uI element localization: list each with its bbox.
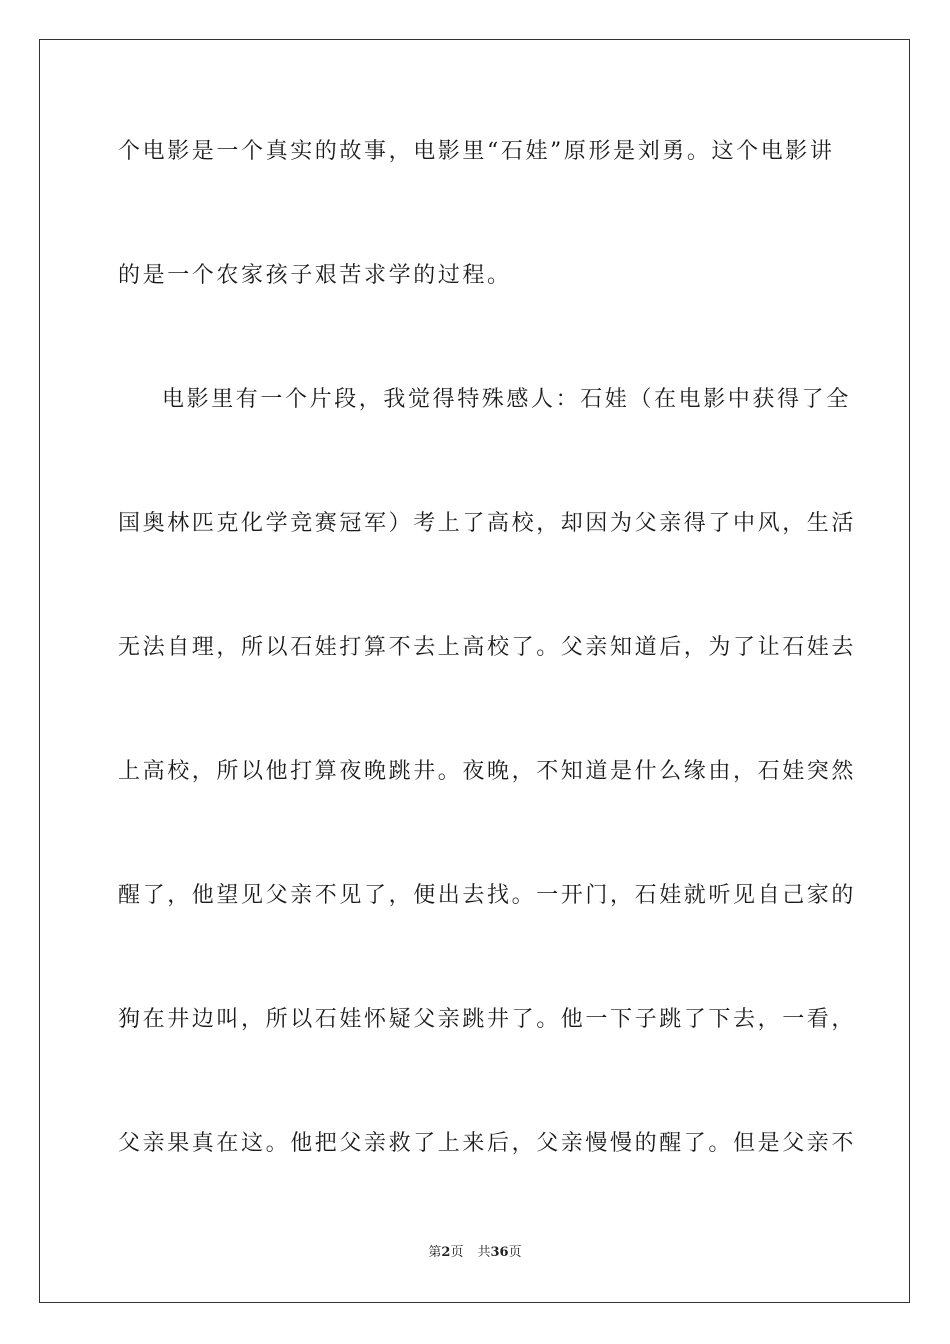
body-line-7: 醒了，他望见父亲不见了，便出去找。一开门，石娃就听见自己家的 xyxy=(118,883,857,908)
total-pages-label: 共36页 xyxy=(477,1245,522,1260)
body-line-5: 无法自理，所以石娃打算不去上高校了。父亲知道后，为了让石娃去 xyxy=(118,635,857,660)
body-line-1: 个电影是一个真实的故事，电影里“石娃”原形是刘勇。这个电影讲 xyxy=(118,139,835,164)
body-line-9: 父亲果真在这。他把父亲救了上来后，父亲慢慢的醒了。但是父亲不 xyxy=(118,1131,857,1156)
page-number-label: 第2页 xyxy=(428,1245,464,1260)
body-line-6: 上高校，所以他打算夜晚跳井。夜晚，不知道是什么缘由，石娃突然 xyxy=(118,759,857,784)
page-footer xyxy=(0,1244,950,1262)
body-line-3: 电影里有一个片段，我觉得特殊感人：石娃（在电影中获得了全 xyxy=(162,387,851,412)
page-border xyxy=(39,39,910,1303)
body-line-4: 国奥林匹克化学竞赛冠军）考上了高校，却因为父亲得了中风，生活 xyxy=(118,511,857,536)
body-line-2: 的是一个农家孩子艰苦求学的过程。 xyxy=(118,263,512,288)
body-line-8: 狗在井边叫，所以石娃怀疑父亲跳井了。他一下子跳了下去，一看， xyxy=(118,1007,857,1032)
